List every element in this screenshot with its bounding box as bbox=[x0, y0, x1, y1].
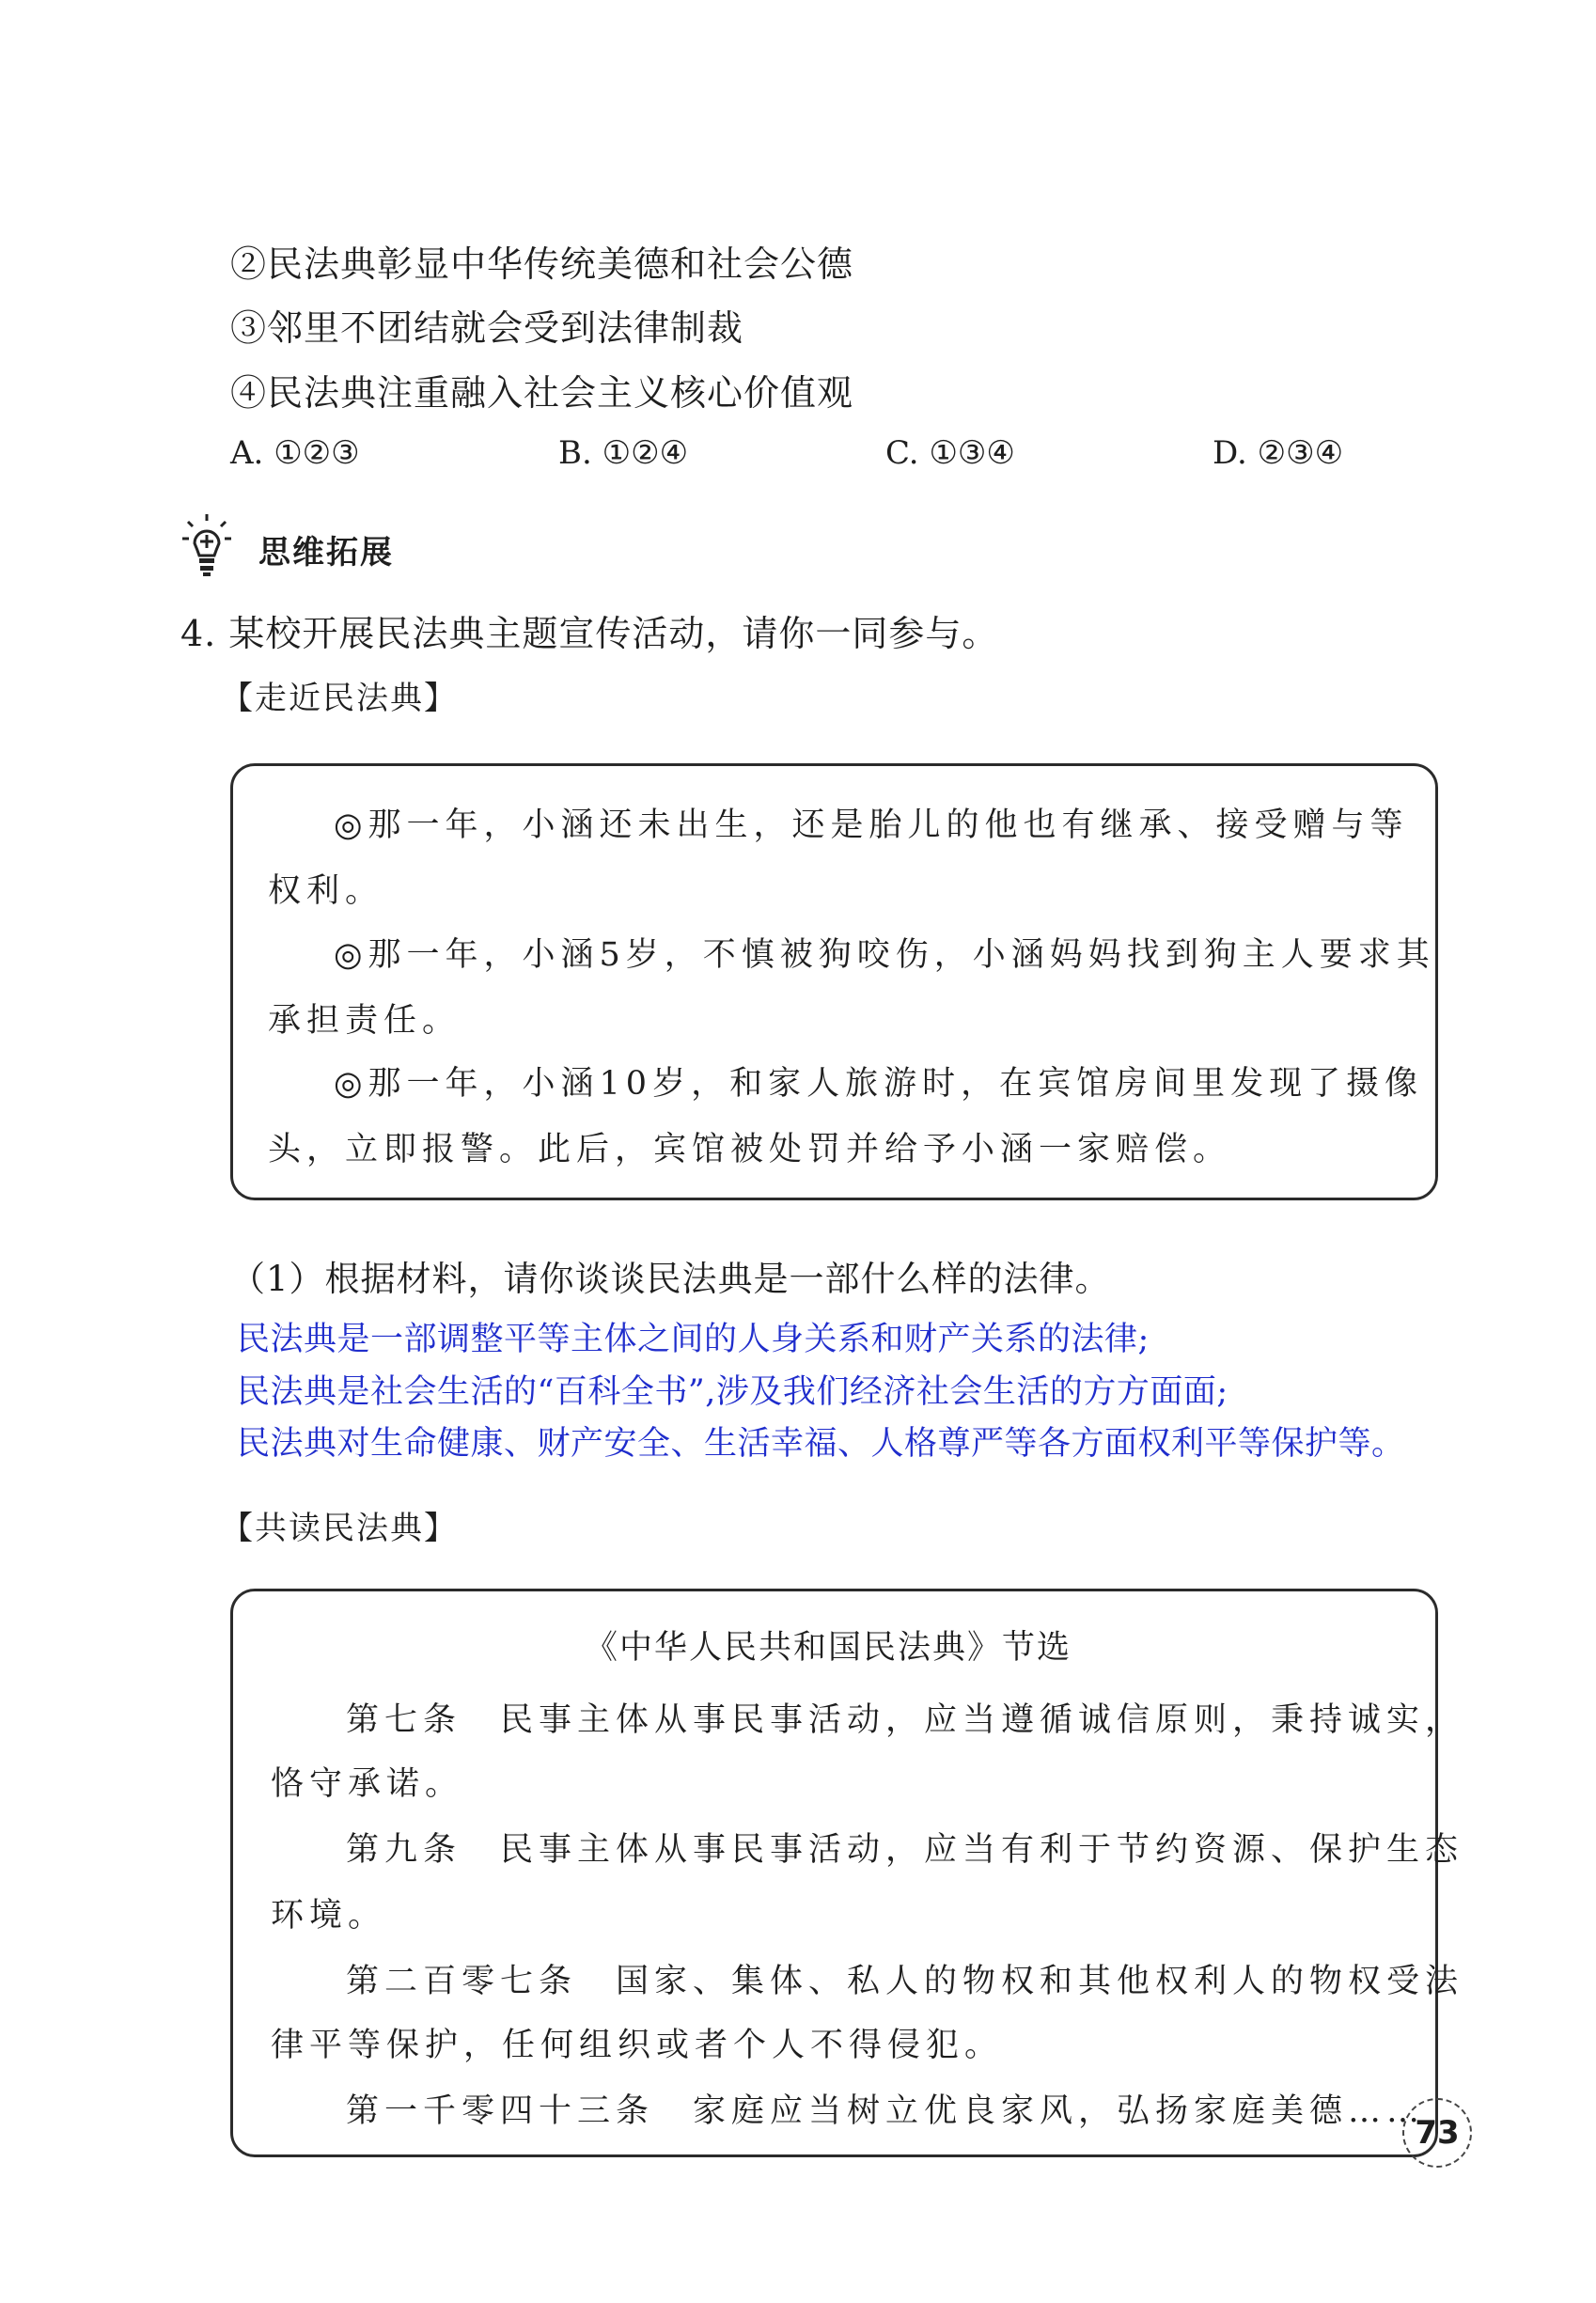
law-line: 第七条 民事主体从事民事活动，应当遵循诚信原则，秉持诚实， bbox=[346, 1701, 1464, 1739]
material-line: ◎那一年，小涵5岁，不慎被狗咬伤，小涵妈妈找到狗主人要求其 bbox=[334, 936, 1435, 974]
page-number: 73 bbox=[1402, 2098, 1472, 2168]
material-line: 承担责任。 bbox=[268, 1002, 462, 1040]
law-line: 第一千零四十三条 家庭应当树立优良家风，弘扬家庭美德…… bbox=[346, 2092, 1426, 2130]
question-4: 4. 某校开展民法典主题宣传活动，请你一同参与。 bbox=[180, 613, 999, 654]
law-line: 恪守承诺。 bbox=[271, 1765, 464, 1803]
answer-line: 民法典是一部调整平等主体之间的人身关系和财产关系的法律; bbox=[237, 1321, 1150, 1358]
law-line: 律平等保护，任何组织或者个人不得侵犯。 bbox=[271, 2027, 1004, 2064]
material-line: 头，立即报警。此后，宾馆被处罚并给予小涵一家赔偿。 bbox=[268, 1131, 1232, 1168]
law-line: 第九条 民事主体从事民事活动，应当有利于节约资源、保护生态 bbox=[346, 1831, 1464, 1869]
choice-a[interactable] bbox=[230, 434, 360, 472]
option-2: ②民法典彰显中华传统美德和社会公德 bbox=[230, 243, 854, 285]
law-line: 第二百零七条 国家、集体、私人的物权和其他权利人的物权受法 bbox=[346, 1963, 1464, 2000]
answer-line: 民法典对生命健康、财产安全、生活幸福、人格尊严等各方面权利平等保护等。 bbox=[237, 1425, 1405, 1463]
law-line: 环境。 bbox=[271, 1897, 387, 1935]
part2-title: 【共读民法典】 bbox=[221, 1510, 458, 1547]
choice-letter: C. bbox=[885, 434, 919, 472]
choice-value: ①③④ bbox=[929, 434, 1015, 472]
choice-letter: D. bbox=[1213, 434, 1247, 472]
law-excerpt-box bbox=[230, 1589, 1438, 2157]
material-line: 权利。 bbox=[268, 872, 384, 910]
answer-line: 民法典是社会生活的“百科全书”,涉及我们经济社会生活的方方面面; bbox=[237, 1373, 1228, 1411]
choice-letter: B. bbox=[558, 434, 592, 472]
option-4: ④民法典注重融入社会主义核心价值观 bbox=[230, 372, 854, 414]
choice-value: ②③④ bbox=[1257, 434, 1344, 472]
choice-c[interactable] bbox=[885, 434, 1015, 472]
material-line: ◎那一年，小涵还未出生，还是胎儿的他也有继承、接受赠与等 bbox=[334, 807, 1409, 844]
part1-title: 【走近民法典】 bbox=[221, 680, 458, 717]
choice-letter: A. bbox=[230, 434, 264, 472]
material-line: ◎那一年，小涵10岁，和家人旅游时，在宾馆房间里发现了摄像 bbox=[334, 1065, 1424, 1103]
choice-d[interactable] bbox=[1213, 434, 1343, 472]
lightbulb-icon bbox=[180, 512, 233, 578]
law-box-title: 《中华人民共和国民法典》节选 bbox=[585, 1629, 1072, 1667]
choice-b[interactable] bbox=[558, 434, 688, 472]
choice-value: ①②③ bbox=[274, 434, 360, 472]
option-3: ③邻里不团结就会受到法律制裁 bbox=[230, 307, 744, 349]
sub-question-1: （1）根据材料，请你谈谈民法典是一部什么样的法律。 bbox=[230, 1259, 1111, 1299]
choice-value: ①②④ bbox=[602, 434, 689, 472]
section-heading: 思维拓展 bbox=[258, 534, 394, 572]
